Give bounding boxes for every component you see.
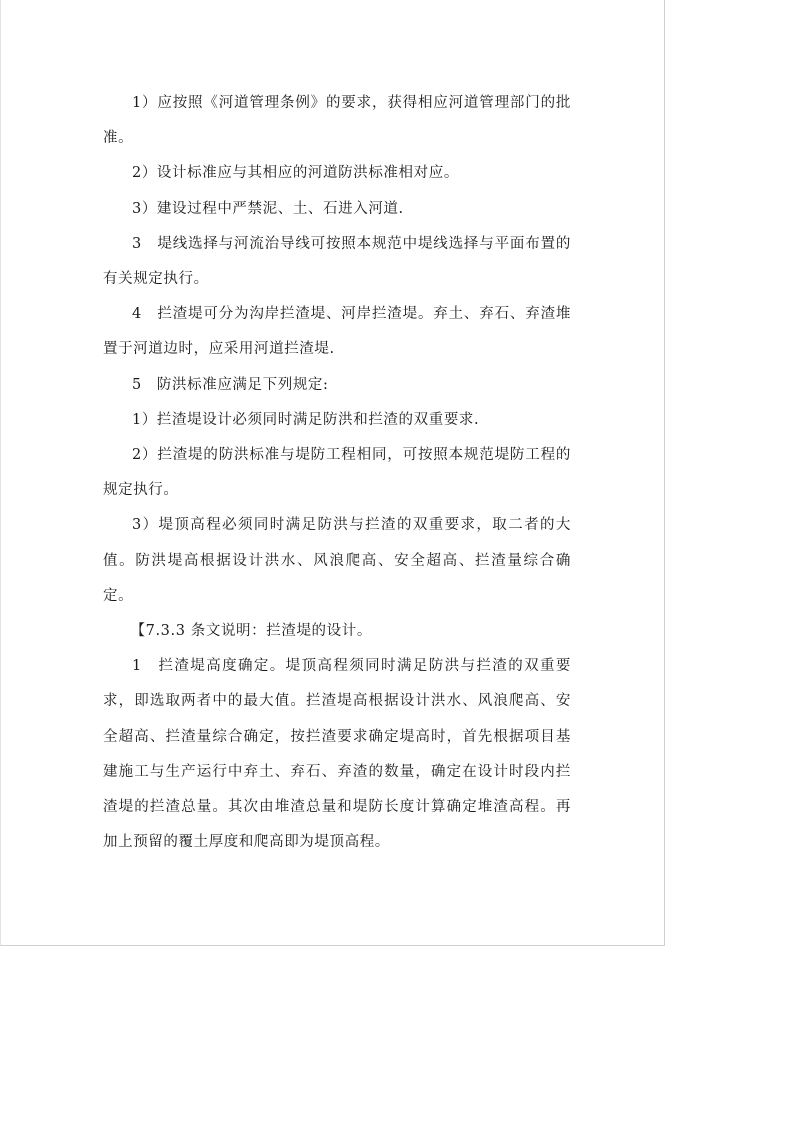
paragraph-crest-elevation: 3）堤顶高程必须同时满足防洪与拦渣的双重要求，取二者的大值。防洪堤高根据设计洪水、风浪爬高、安全超高、拦渣量综合确定。: [103, 517, 571, 604]
paragraph-design-standard: 2）设计标准应与其相应的河道防洪标准相对应。: [132, 165, 459, 182]
paragraph-flood-standard-same: 2）拦渣堤的防洪标准与堤防工程相同，可按照本规范堤防工程的规定执行。: [103, 447, 571, 499]
document-body: [103, 86, 571, 860]
paragraph-flood-standard: 5 防洪标准应满足下列规定:: [132, 376, 329, 393]
paragraph-construction: 3）建设过程中严禁泥、土、石进入河道.: [132, 200, 404, 217]
paragraph-height-determination: 1 拦渣堤高度确定。堤顶高程须同时满足防洪与拦渣的双重要求，即选取两者中的最大值。拦渣堤高根据设计洪水、风浪爬高、安全超高、拦渣量综合确定，按拦渣要求确定堤高时，首先根据项目基建施工与生产运行中弃土、弃石、弃渣的数量，确定在设计时段内拦渣堤的拦渣总量。其次由堆渣总量和堤防长度计算确定堆渣高程。再加上预留的覆土厚度和爬高即为堤顶高程。: [103, 658, 571, 851]
paragraph-dual-requirement: 1）拦渣堤设计必须同时满足防洪和拦渣的双重要求.: [132, 411, 480, 428]
clause-note-heading: 【7.3.3 条文说明：拦渣堤的设计。: [130, 623, 372, 640]
paragraph-approval: 1）应按照《河道管理条例》的要求，获得相应河道管理部门的批准。: [103, 95, 571, 147]
paragraph-dike-types: 4 拦渣堤可分为沟岸拦渣堤、河岸拦渣堤。弃土、弃石、弃渣堆置于河道边时，应采用河道拦渣堤.: [103, 306, 571, 358]
paragraph-dike-line: 3 堤线选择与河流治导线可按照本规范中堤线选择与平面布置的有关规定执行。: [103, 235, 571, 288]
